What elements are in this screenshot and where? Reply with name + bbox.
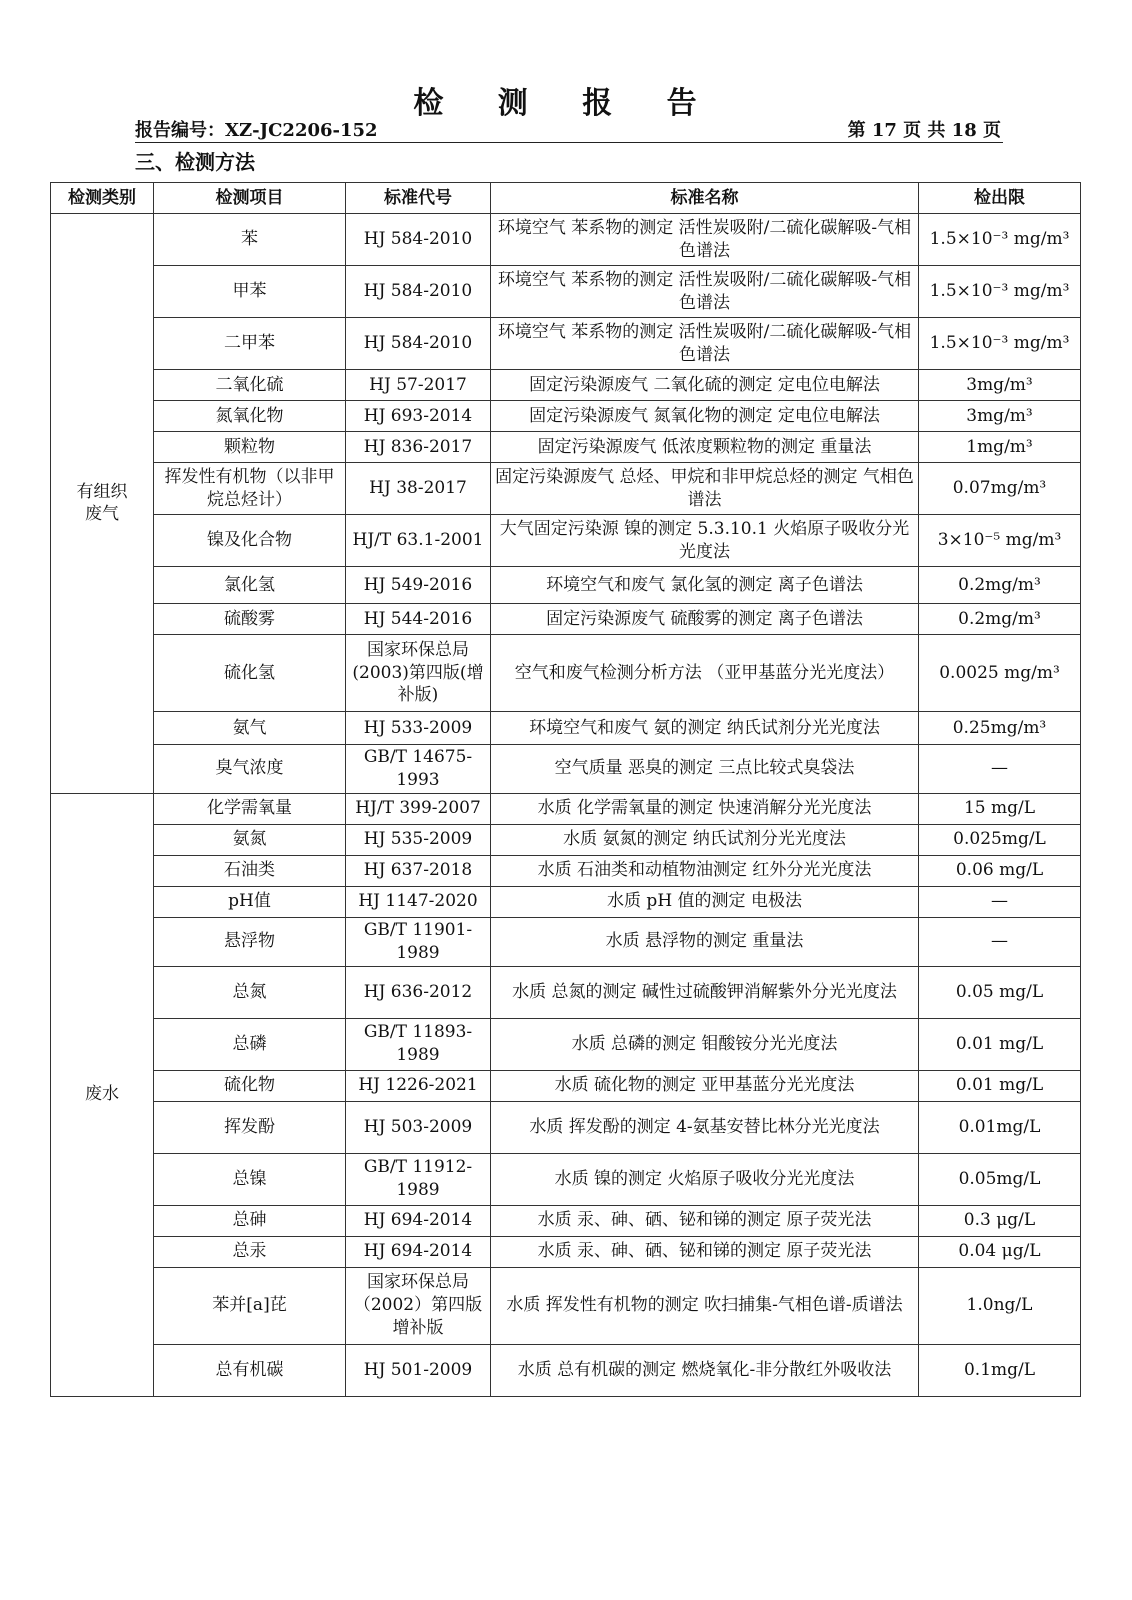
name-cell: 水质 总磷的测定 钼酸铵分光光度法: [491, 1018, 919, 1070]
item-cell: 挥发酚: [154, 1101, 346, 1153]
section-title: 三、检测方法: [135, 150, 255, 174]
item-cell: 甲苯: [154, 266, 346, 318]
limit-cell: —: [919, 745, 1081, 794]
code-cell: HJ 544-2016: [346, 604, 491, 635]
item-cell: pH值: [154, 886, 346, 917]
limit-cell: 0.06 mg/L: [919, 855, 1081, 886]
table-row: [51, 604, 1081, 635]
table-row: [51, 855, 1081, 886]
col-header-item: 检测项目: [154, 183, 346, 214]
code-cell: HJ 549-2016: [346, 567, 491, 604]
table-row: [51, 1205, 1081, 1236]
limit-cell: 0.05 mg/L: [919, 966, 1081, 1018]
table-row: [51, 266, 1081, 318]
limit-cell: 0.07mg/m³: [919, 463, 1081, 515]
table-row: [51, 635, 1081, 712]
name-cell: 大气固定污染源 镍的测定 5.3.10.1 火焰原子吸收分光光度法: [491, 515, 919, 567]
name-cell: 水质 石油类和动植物油测定 红外分光光度法: [491, 855, 919, 886]
item-cell: 挥发性有机物（以非甲烷总烃计）: [154, 463, 346, 515]
code-cell: HJ 636-2012: [346, 966, 491, 1018]
item-cell: 总磷: [154, 1018, 346, 1070]
name-cell: 空气质量 恶臭的测定 三点比较式臭袋法: [491, 745, 919, 794]
code-cell: 国家环保总局(2003)第四版(增补版): [346, 635, 491, 712]
code-cell: HJ 694-2014: [346, 1205, 491, 1236]
item-cell: 总砷: [154, 1205, 346, 1236]
code-cell: HJ 694-2014: [346, 1236, 491, 1267]
code-cell: HJ 693-2014: [346, 401, 491, 432]
name-cell: 水质 汞、砷、硒、铋和锑的测定 原子荧光法: [491, 1205, 919, 1236]
table-row: [51, 712, 1081, 745]
item-cell: 二氧化硫: [154, 370, 346, 401]
limit-cell: 0.01 mg/L: [919, 1018, 1081, 1070]
limit-cell: 1.5×10⁻³ mg/m³: [919, 214, 1081, 266]
name-cell: 环境空气 苯系物的测定 活性炭吸附/二硫化碳解吸-气相色谱法: [491, 266, 919, 318]
limit-cell: 0.04 μg/L: [919, 1236, 1081, 1267]
table-row: [51, 1018, 1081, 1070]
col-header-category: 检测类别: [51, 183, 154, 214]
item-cell: 二甲苯: [154, 318, 346, 370]
limit-cell: 1.0ng/L: [919, 1267, 1081, 1344]
code-cell: HJ 836-2017: [346, 432, 491, 463]
name-cell: 水质 汞、砷、硒、铋和锑的测定 原子荧光法: [491, 1236, 919, 1267]
name-cell: 水质 硫化物的测定 亚甲基蓝分光光度法: [491, 1070, 919, 1101]
item-cell: 苯: [154, 214, 346, 266]
item-cell: 硫化氢: [154, 635, 346, 712]
code-cell: HJ/T 399-2007: [346, 793, 491, 824]
name-cell: 环境空气和废气 氯化氢的测定 离子色谱法: [491, 567, 919, 604]
table-row: [51, 401, 1081, 432]
limit-cell: 0.0025 mg/m³: [919, 635, 1081, 712]
name-cell: 环境空气 苯系物的测定 活性炭吸附/二硫化碳解吸-气相色谱法: [491, 214, 919, 266]
item-cell: 氯化氢: [154, 567, 346, 604]
name-cell: 水质 镍的测定 火焰原子吸收分光光度法: [491, 1153, 919, 1205]
item-cell: 氨气: [154, 712, 346, 745]
table-row: [51, 966, 1081, 1018]
limit-cell: 1.5×10⁻³ mg/m³: [919, 266, 1081, 318]
code-cell: GB/T 11912-1989: [346, 1153, 491, 1205]
item-cell: 氮氧化物: [154, 401, 346, 432]
name-cell: 固定污染源废气 总烃、甲烷和非甲烷总烃的测定 气相色谱法: [491, 463, 919, 515]
code-cell: HJ 503-2009: [346, 1101, 491, 1153]
limit-cell: 0.2mg/m³: [919, 604, 1081, 635]
name-cell: 水质 总有机碳的测定 燃烧氧化-非分散红外吸收法: [491, 1344, 919, 1396]
methods-table: [50, 182, 1081, 1397]
code-cell: HJ 584-2010: [346, 214, 491, 266]
limit-cell: 0.25mg/m³: [919, 712, 1081, 745]
limit-cell: —: [919, 886, 1081, 917]
table-row: [51, 886, 1081, 917]
table-row: [51, 515, 1081, 567]
table-row: [51, 793, 1081, 824]
code-cell: HJ 535-2009: [346, 824, 491, 855]
table-body: [51, 214, 1081, 1397]
table-row: [51, 824, 1081, 855]
item-cell: 硫化物: [154, 1070, 346, 1101]
table-row: [51, 1267, 1081, 1344]
document-title: 检 测 报 告: [413, 86, 719, 121]
limit-cell: —: [919, 917, 1081, 966]
table-row: [51, 370, 1081, 401]
limit-cell: 3mg/m³: [919, 370, 1081, 401]
table-row: [51, 1153, 1081, 1205]
code-cell: 国家环保总局（2002）第四版增补版: [346, 1267, 491, 1344]
name-cell: 空气和废气检测分析方法 （亚甲基蓝分光光度法）: [491, 635, 919, 712]
name-cell: 固定污染源废气 硫酸雾的测定 离子色谱法: [491, 604, 919, 635]
limit-cell: 0.05mg/L: [919, 1153, 1081, 1205]
limit-cell: 3×10⁻⁵ mg/m³: [919, 515, 1081, 567]
name-cell: 水质 挥发性有机物的测定 吹扫捕集-气相色谱-质谱法: [491, 1267, 919, 1344]
report-header: [135, 114, 1003, 143]
code-cell: HJ 501-2009: [346, 1344, 491, 1396]
name-cell: 环境空气 苯系物的测定 活性炭吸附/二硫化碳解吸-气相色谱法: [491, 318, 919, 370]
table-row: [51, 318, 1081, 370]
name-cell: 固定污染源废气 低浓度颗粒物的测定 重量法: [491, 432, 919, 463]
table-row: [51, 567, 1081, 604]
col-header-limit: 检出限: [919, 183, 1081, 214]
table-row: [51, 1101, 1081, 1153]
code-cell: HJ 57-2017: [346, 370, 491, 401]
table-row: [51, 432, 1081, 463]
code-cell: HJ/T 63.1-2001: [346, 515, 491, 567]
item-cell: 总氮: [154, 966, 346, 1018]
page-info: 第 17 页 共 18 页: [847, 120, 1001, 141]
code-cell: GB/T 14675-1993: [346, 745, 491, 794]
limit-cell: 0.1mg/L: [919, 1344, 1081, 1396]
code-cell: HJ 38-2017: [346, 463, 491, 515]
item-cell: 石油类: [154, 855, 346, 886]
table-header-row: [51, 183, 1081, 214]
limit-cell: 0.01 mg/L: [919, 1070, 1081, 1101]
limit-cell: 0.3 μg/L: [919, 1205, 1081, 1236]
name-cell: 环境空气和废气 氨的测定 纳氏试剂分光光度法: [491, 712, 919, 745]
item-cell: 颗粒物: [154, 432, 346, 463]
item-cell: 总有机碳: [154, 1344, 346, 1396]
table-row: [51, 463, 1081, 515]
limit-cell: 1.5×10⁻³ mg/m³: [919, 318, 1081, 370]
table-row: [51, 917, 1081, 966]
table-row: [51, 1344, 1081, 1396]
item-cell: 化学需氧量: [154, 793, 346, 824]
name-cell: 水质 挥发酚的测定 4-氨基安替比林分光光度法: [491, 1101, 919, 1153]
limit-cell: 0.01mg/L: [919, 1101, 1081, 1153]
limit-cell: 1mg/m³: [919, 432, 1081, 463]
limit-cell: 0.025mg/L: [919, 824, 1081, 855]
item-cell: 总汞: [154, 1236, 346, 1267]
item-cell: 臭气浓度: [154, 745, 346, 794]
item-cell: 苯并[a]芘: [154, 1267, 346, 1344]
limit-cell: 15 mg/L: [919, 793, 1081, 824]
name-cell: 水质 悬浮物的测定 重量法: [491, 917, 919, 966]
name-cell: 水质 氨氮的测定 纳氏试剂分光光度法: [491, 824, 919, 855]
col-header-name: 标准名称: [491, 183, 919, 214]
item-cell: 氨氮: [154, 824, 346, 855]
code-cell: HJ 584-2010: [346, 318, 491, 370]
code-cell: HJ 1147-2020: [346, 886, 491, 917]
name-cell: 固定污染源废气 氮氧化物的测定 定电位电解法: [491, 401, 919, 432]
report-number: 报告编号：XZ-JC2206-152: [135, 120, 378, 141]
table-row: [51, 1236, 1081, 1267]
name-cell: 水质 化学需氧量的测定 快速消解分光光度法: [491, 793, 919, 824]
table-row: [51, 1070, 1081, 1101]
code-cell: HJ 637-2018: [346, 855, 491, 886]
code-cell: GB/T 11893-1989: [346, 1018, 491, 1070]
col-header-code: 标准代号: [346, 183, 491, 214]
code-cell: HJ 584-2010: [346, 266, 491, 318]
item-cell: 悬浮物: [154, 917, 346, 966]
code-cell: HJ 533-2009: [346, 712, 491, 745]
category-cell: 废水: [51, 793, 154, 1396]
limit-cell: 0.2mg/m³: [919, 567, 1081, 604]
name-cell: 水质 总氮的测定 碱性过硫酸钾消解紫外分光光度法: [491, 966, 919, 1018]
table-row: [51, 745, 1081, 794]
name-cell: 固定污染源废气 二氧化硫的测定 定电位电解法: [491, 370, 919, 401]
item-cell: 镍及化合物: [154, 515, 346, 567]
code-cell: HJ 1226-2021: [346, 1070, 491, 1101]
item-cell: 总镍: [154, 1153, 346, 1205]
name-cell: 水质 pH 值的测定 电极法: [491, 886, 919, 917]
code-cell: GB/T 11901-1989: [346, 917, 491, 966]
limit-cell: 3mg/m³: [919, 401, 1081, 432]
table-row: [51, 214, 1081, 266]
item-cell: 硫酸雾: [154, 604, 346, 635]
category-cell: 有组织 废气: [51, 214, 154, 794]
